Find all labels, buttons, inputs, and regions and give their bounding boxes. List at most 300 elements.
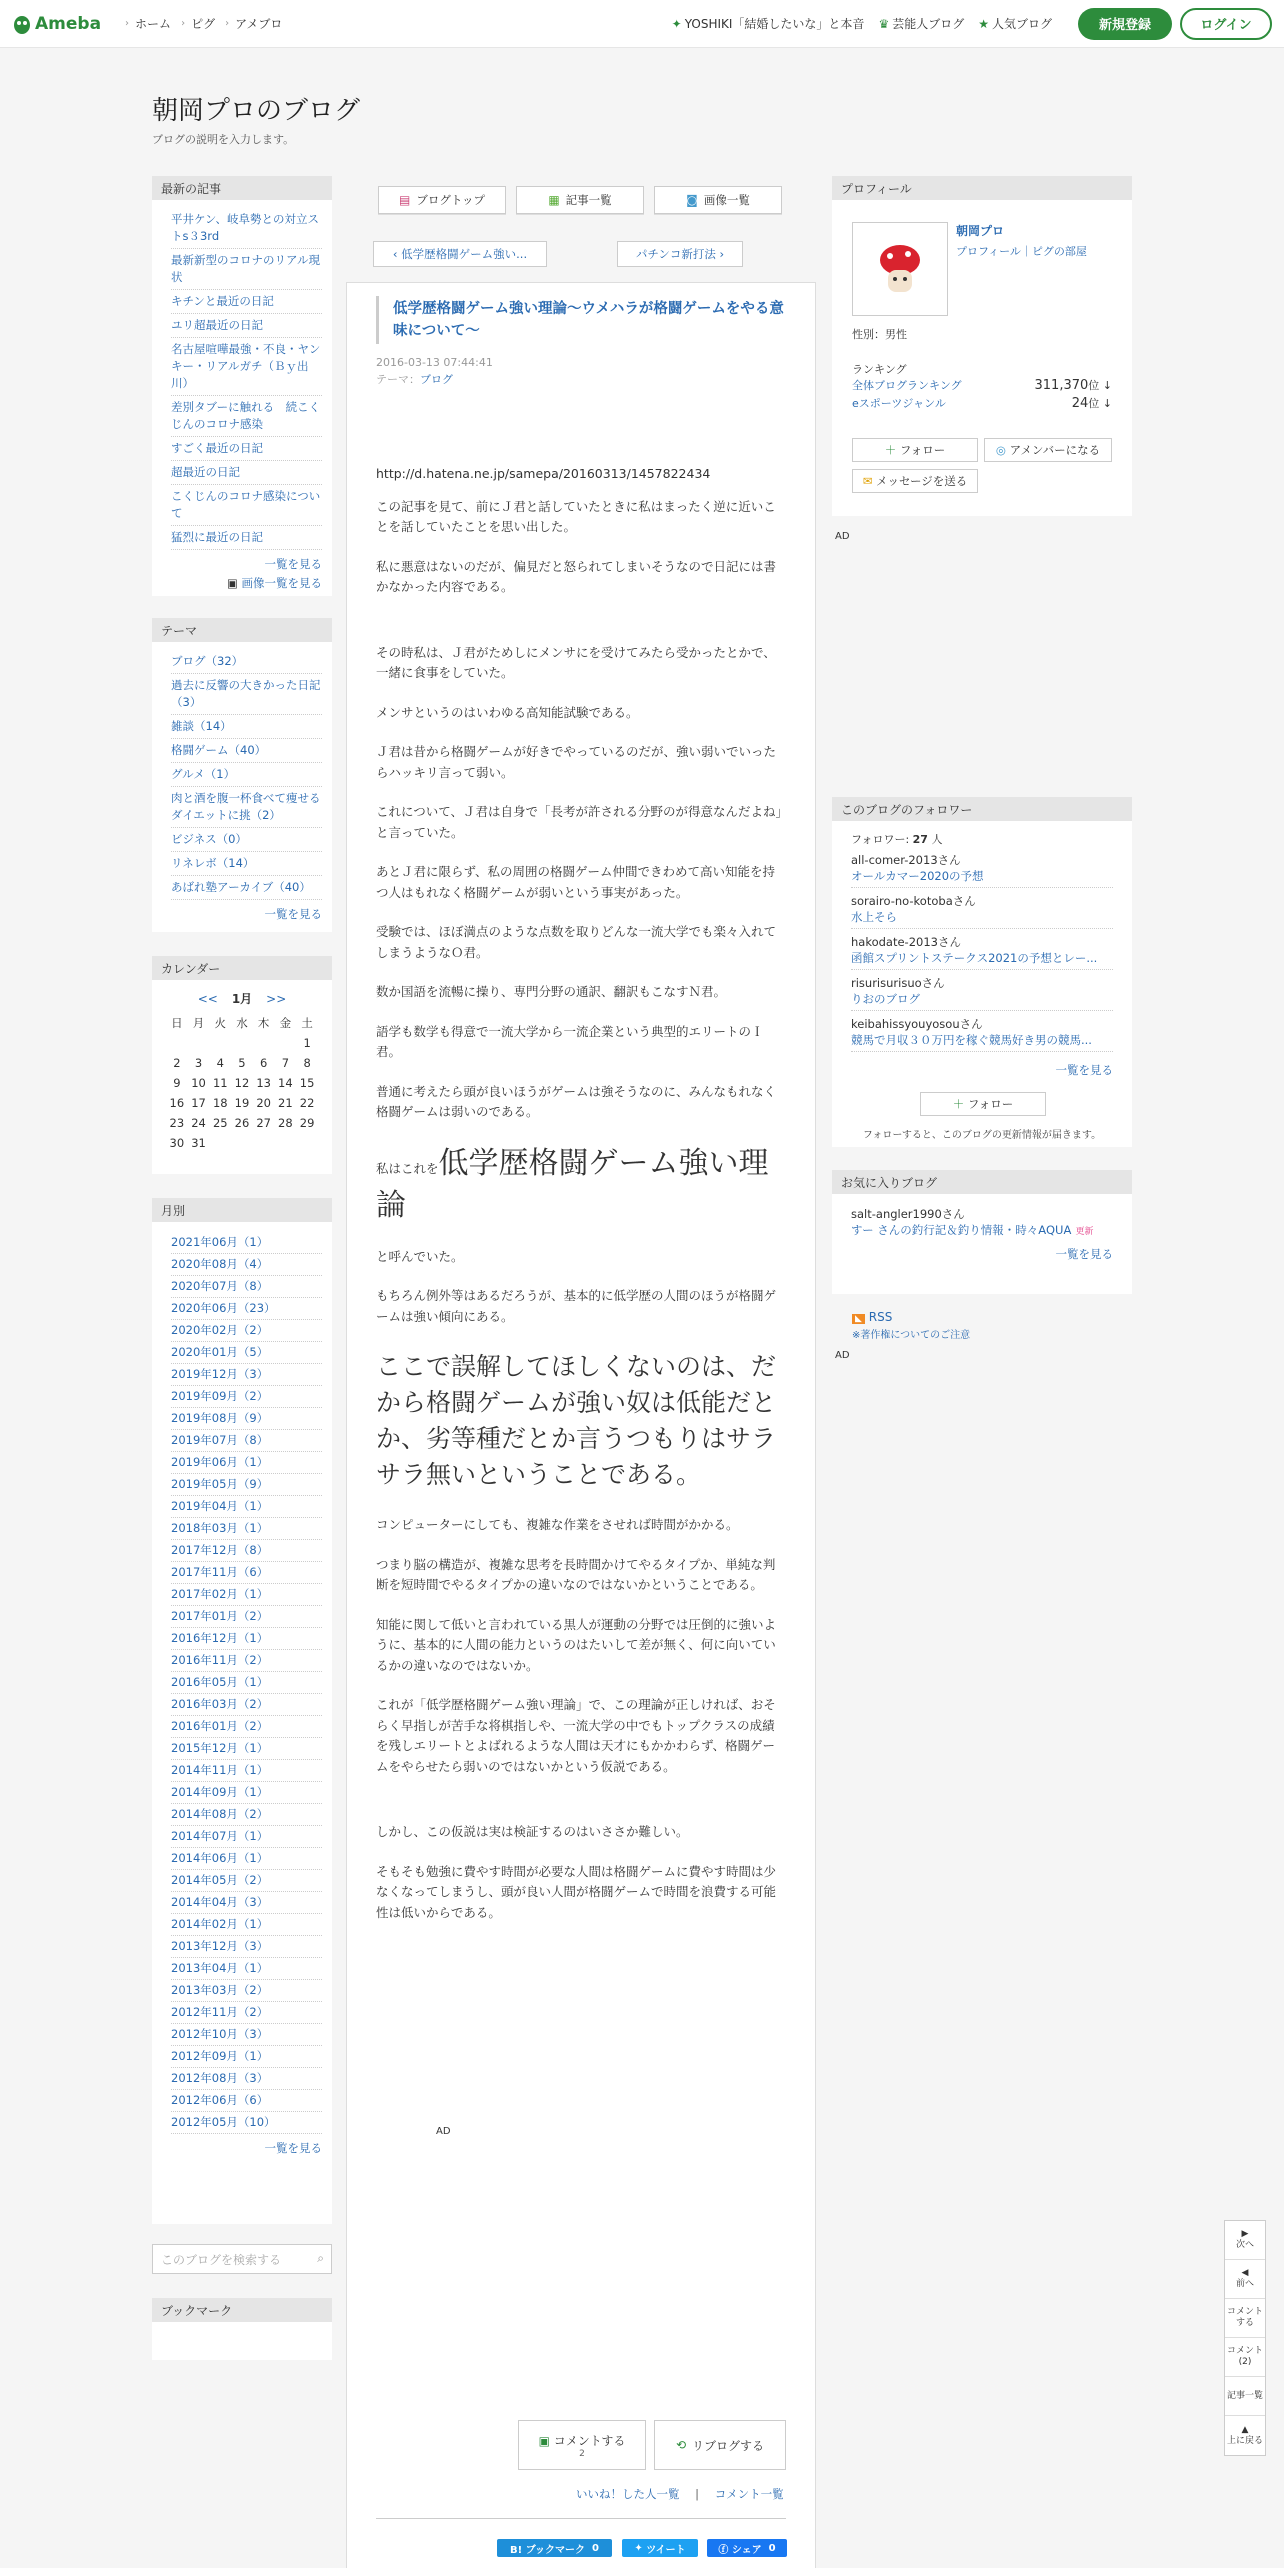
follower-item [851, 934, 1113, 970]
comment-count: 2 [579, 2448, 585, 2459]
weekday: 月 [192, 1016, 205, 1030]
monthly-archive-link[interactable]: 2019年07月（8） [171, 1430, 322, 1452]
article-date: 2016-03-13 07:44:41 [376, 356, 493, 369]
favorites-box [832, 1170, 1132, 1294]
nav-home[interactable] [125, 15, 171, 32]
calendar-day [209, 1033, 231, 1053]
calendar-day: 3 [194, 1056, 203, 1070]
monthly-archive-link[interactable]: 2019年06月（1） [171, 1452, 322, 1474]
members-icon: ◎ [995, 443, 1006, 457]
ameba-logo[interactable] [12, 13, 101, 35]
bookmark-heading: ブックマーク [152, 2298, 332, 2322]
sparkle-icon: ✦ [671, 16, 682, 31]
mushroom-avatar-icon [878, 242, 922, 296]
theme-link[interactable]: あばれ塾アーカイブ（40） [171, 876, 322, 900]
article-paragraph: コンピューターにしても、複雑な作業をさせれば時間がかかる。 [376, 1517, 739, 1532]
favorites-body [832, 1194, 1132, 1272]
ranking-row-overall: 全体ブログランキング 311,370位 ↓ [852, 378, 1112, 393]
monthly-archive-link[interactable]: 2012年09月（1） [171, 2046, 322, 2068]
star-icon: ★ [978, 16, 989, 31]
weekday: 日 [171, 1016, 183, 1030]
weekday: 水 [236, 1016, 248, 1030]
theme-link[interactable]: 格闘ゲーム（40） [171, 739, 322, 763]
nav-pigg[interactable] [181, 15, 215, 32]
recent-articles-heading: 最新の記事 [152, 176, 332, 200]
favorites-more-label: 一覧を見る [1055, 1247, 1113, 1261]
profile-avatar[interactable] [852, 222, 948, 316]
next-article-link[interactable] [617, 241, 743, 267]
follow-blog-button[interactable] [920, 1092, 1046, 1116]
profile-gender: 性別：男性 [852, 328, 907, 341]
monthly-archive-link[interactable]: 2014年08月（2） [171, 1804, 322, 1826]
reblog-button[interactable] [654, 2420, 786, 2470]
calendar-day [253, 1033, 275, 1053]
monthly-archive-link[interactable]: 2021年06月（1） [171, 1232, 322, 1254]
calendar-day [231, 1033, 253, 1053]
facebook-icon: ⓕ [718, 2544, 729, 2556]
theme-link[interactable]: ブログ（32） [171, 650, 322, 674]
monthly-archive-link[interactable]: 2015年12月（1） [171, 1738, 322, 1760]
chevron-right-icon: › [181, 18, 186, 29]
tab-blog-top-label: ブログトップ [416, 193, 485, 207]
fab-top-label: 上に戻る [1226, 2435, 1263, 2446]
calendar-weekday-row [166, 1013, 318, 1033]
theme-link[interactable]: 肉と酒を腹一杯食べて痩せるダイエットに挑（2） [171, 787, 322, 828]
nav-pigg-label: ピグ [191, 17, 216, 31]
recent-articles-box [152, 176, 332, 596]
header-right [658, 8, 1272, 40]
article-theme [376, 371, 493, 388]
fab-comment-count[interactable] [1225, 2338, 1265, 2377]
nav-ameblo-label: アメブロ [235, 17, 283, 31]
article-paragraph: メンサというのはいわゆる高知能試験である。 [376, 704, 639, 720]
calendar-day: 17 [191, 1096, 206, 1110]
fab-comment-count-label: コメント(2) [1226, 2346, 1263, 2367]
monthly-archive-link[interactable]: 2014年11月（1） [171, 1760, 322, 1782]
ad-label: AD [436, 2126, 451, 2137]
search-icon[interactable]: ⌕ [317, 2251, 324, 2265]
monthly-archive-link[interactable]: 2019年08月（9） [171, 1408, 322, 1430]
monthly-archive-link[interactable]: 2012年08月（3） [171, 2068, 322, 2090]
ranking-heading: ランキング [852, 363, 907, 376]
comment-list-link[interactable]: コメント一覧 [714, 2487, 784, 2501]
follower-item [851, 975, 1113, 1011]
follower-user[interactable]: sorairo-no-kotobaさん [851, 894, 976, 908]
article-links [576, 2486, 784, 2502]
ad-label: AD [835, 531, 850, 542]
mail-icon: ✉ [862, 474, 873, 488]
calendar-month: 1月 [231, 992, 253, 1006]
follower-blog-link[interactable]: 競馬で月収３０万円を稼ぐ競馬好き男の競馬... [851, 1033, 1092, 1047]
image-list-label: 画像一覧を見る [241, 576, 322, 590]
monthly-archive-link[interactable]: 2020年07月（8） [171, 1276, 322, 1298]
article-theme-link[interactable]: ブログ [420, 373, 453, 386]
calendar-day [296, 1133, 318, 1153]
theory-lead: 私はこれを [376, 1160, 439, 1176]
calendar-day [188, 1033, 210, 1053]
monthly-archive-link[interactable]: 2012年06月（6） [171, 2090, 322, 2112]
calendar-day [275, 1133, 297, 1153]
monthly-archive-link[interactable]: 2014年04月（3） [171, 1892, 322, 1914]
facebook-count: 0 [768, 2542, 776, 2554]
amember-button[interactable] [984, 438, 1112, 462]
followers-more-label: 一覧を見る [1055, 1063, 1113, 1077]
article-paragraph: 普通に考えたら頭が良いほうがゲームは強そうなのに、みんなもれなく格闘ゲームは弱いのである。 [376, 1083, 777, 1119]
calendar-day: 8 [303, 1056, 311, 1070]
calendar-day [275, 1033, 297, 1053]
monthly-archive-link[interactable]: 2013年04月（1） [171, 1958, 322, 1980]
chevron-right-icon: › [225, 18, 230, 29]
article-list-icon: ▦ [548, 193, 560, 207]
monthly-archive-link[interactable]: 2016年01月（2） [171, 1716, 322, 1738]
monthly-list [152, 1222, 332, 2165]
reblog-icon: ⟲ [675, 2438, 687, 2452]
calendar-day: 31 [191, 1136, 206, 1150]
calendar-day [166, 1033, 188, 1053]
follow-label: フォロー [899, 443, 946, 457]
monthly-archive-link[interactable]: 2012年10月（3） [171, 2024, 322, 2046]
monthly-archive-link[interactable]: 2012年11月（2） [171, 2002, 322, 2024]
blog-tabs [378, 186, 792, 214]
weekday: 金 [279, 1016, 292, 1030]
monthly-archive-link[interactable]: 2016年05月（1） [171, 1672, 322, 1694]
monthly-archive-link[interactable]: 2014年09月（1） [171, 1782, 322, 1804]
recent-article-link[interactable]: 平井ケン、岐阜勢との対立ストs３3rd [171, 208, 322, 249]
calendar-day: 14 [278, 1076, 293, 1090]
fab-article-list[interactable] [1225, 2377, 1265, 2416]
plus-icon: ＋ [952, 1097, 965, 1111]
rank-unit: 位 [1088, 379, 1100, 392]
article-paragraph: この記事を見て、前にＪ君と話していたときに私はまったく逆に近いことを話していたことを思い出した。 [376, 498, 776, 534]
follow-button[interactable] [852, 438, 978, 462]
comment-icon: ▣ [538, 2433, 550, 2448]
search-placeholder: このブログを検索する [161, 2253, 282, 2267]
article-paragraph: その時私は、Ｊ君がためしにメンサにを受けてみたら受かったとかで、一緒に食事をしていた。 [376, 644, 776, 680]
recent-article-link[interactable]: 差別タブーに触れる 続こくじんのコロナ感染 [171, 396, 322, 437]
calendar-day: 15 [299, 1076, 315, 1090]
calendar-week [166, 1033, 318, 1053]
recent-article-link[interactable]: ユリ超最近の日記 [171, 314, 322, 338]
calendar-nav [166, 990, 318, 1007]
calendar-week [166, 1053, 318, 1073]
recent-article-link[interactable]: キチンと最近の日記 [171, 290, 322, 314]
follower-user[interactable]: hakodate-2013さん [851, 935, 961, 949]
follower-count-label: フォロワー: [851, 833, 910, 846]
monthly-archive-link[interactable]: 2017年01月（2） [171, 1606, 322, 1628]
fab-next[interactable] [1225, 2221, 1265, 2260]
monthly-archive-link[interactable]: 2019年05月（9） [171, 1474, 322, 1496]
calendar-day: 7 [281, 1056, 290, 1070]
theme-label: テーマ： [376, 373, 420, 386]
article-meta [376, 354, 493, 388]
profile-name[interactable]: 朝岡プロ [956, 224, 1005, 238]
chevron-right-icon: › [719, 247, 725, 261]
monthly-archive-link[interactable]: 2020年02月（2） [171, 1320, 322, 1342]
monthly-archive-link[interactable]: 2016年03月（2） [171, 1694, 322, 1716]
reblog-button-label: リブログする [692, 2438, 765, 2453]
follower-count-unit: 人 [931, 833, 943, 846]
news-topic-link[interactable] [672, 15, 865, 32]
profile-links[interactable]: プロフィール｜ピグの部屋 [956, 245, 1087, 258]
popular-blog-link[interactable] [978, 15, 1052, 32]
liked-users-link[interactable]: いいね！した人一覧 [576, 2487, 680, 2501]
calendar-day: 9 [173, 1076, 181, 1090]
calendar-day: 5 [238, 1056, 246, 1070]
favorite-blog-link[interactable]: すー さんの釣行記＆釣り情報・時々AQUA [851, 1223, 1072, 1237]
follower-user[interactable]: risurisurisuoさん [851, 976, 945, 990]
calendar-prev-button[interactable]: << [197, 992, 218, 1006]
nav-ameblo[interactable] [225, 15, 282, 32]
theme-link[interactable]: 過去に反響の大きかった日記（3） [171, 674, 322, 715]
calendar-heading: カレンダー [152, 956, 332, 980]
article-emphasis: ここで誤解してほしくないのは、だから格闘ゲームが強い奴は低能だとか、劣等種だとか言うつもりはサラサラ無いということである。 [376, 1352, 777, 1489]
tweet-label: ツイート [646, 2544, 686, 2556]
signup-button[interactable]: 新規登録 [1078, 8, 1172, 40]
tab-article-list[interactable] [516, 186, 644, 214]
monthly-archive-link[interactable]: 2012年05月（10） [171, 2112, 322, 2134]
crown-icon: ♛ [878, 16, 890, 31]
celebrity-blog-label: 芸能人ブログ [892, 17, 965, 31]
profile-info [956, 222, 1087, 259]
article-paragraph: もちろん例外等はあるだろうが、基本的に低学歴の人間のほうが格闘ゲームは強い傾向にある。 [376, 1288, 777, 1324]
article-paragraph: 数か国語を流暢に操り、専門分野の通訳、翻訳もこなすＮ君。 [376, 984, 727, 999]
follower-item [851, 852, 1113, 888]
calendar-body [152, 980, 332, 1163]
celebrity-blog-link[interactable] [878, 15, 964, 32]
tab-image-list[interactable] [654, 186, 782, 214]
monthly-archive-link[interactable]: 2014年02月（1） [171, 1914, 322, 1936]
calendar-day [253, 1133, 275, 1153]
followers-more-link[interactable] [851, 1062, 1113, 1078]
recent-articles-list [152, 200, 332, 600]
monthly-archive-link[interactable]: 2020年08月（4） [171, 1254, 322, 1276]
chevron-left-icon: ‹ [392, 247, 398, 261]
monthly-archive-link[interactable]: 2017年02月（1） [171, 1584, 322, 1606]
monthly-archive-link[interactable]: 2019年09月（2） [171, 1386, 322, 1408]
followers-heading: このブログのフォロワー [832, 797, 1132, 821]
weekday: 木 [257, 1016, 270, 1030]
monthly-archive-link[interactable]: 2014年05月（2） [171, 1870, 322, 1892]
theme-link[interactable]: グルメ（1） [171, 763, 322, 787]
fab-prev[interactable] [1225, 2260, 1265, 2299]
follower-blog-link[interactable]: オールカマー2020の予想 [851, 869, 984, 883]
blog-description: ブログの説明を入力します。 [152, 133, 295, 146]
follower-blog-link[interactable]: 水上そら [851, 910, 897, 924]
tab-image-list-label: 画像一覧 [703, 193, 750, 207]
rank-unit: 位 [1088, 397, 1100, 410]
article-paragraph: これについて、Ｊ君は自身で「長考が許される分野のが得意なんだよね」と言っていた。 [376, 804, 782, 840]
comment-button-row [539, 2432, 626, 2449]
tweet-button[interactable] [622, 2539, 698, 2557]
global-header [0, 0, 1284, 48]
recent-article-link[interactable]: 最新新型のコロナのリアル現状 [171, 249, 322, 290]
popular-blog-label: 人気ブログ [991, 17, 1052, 31]
calendar-box [152, 956, 332, 1174]
theme-link[interactable]: ビジネス（0） [171, 828, 322, 852]
monthly-archive-link[interactable]: 2020年06月（23） [171, 1298, 322, 1320]
fab-prev-label: 前へ [1235, 2279, 1254, 2289]
follower-user[interactable]: keibahissyouyosouさん [851, 1017, 983, 1031]
blog-search-input[interactable] [152, 2244, 332, 2274]
send-message-button[interactable] [852, 469, 978, 493]
calendar-next-button[interactable]: >> [266, 992, 287, 1006]
monthly-archive-box [152, 1198, 332, 2224]
copyright-note-link[interactable]: ※著作権についてのご注意 [852, 1330, 971, 1341]
rss-label: RSS [868, 1310, 893, 1324]
article-paragraph [376, 1143, 784, 1227]
calendar-grid [166, 1013, 318, 1153]
calendar-day: 26 [234, 1116, 250, 1130]
theme-more-label: 一覧を見る [264, 907, 322, 921]
calendar-day: 20 [256, 1096, 271, 1110]
monthly-archive-link[interactable]: 2016年11月（2） [171, 1650, 322, 1672]
hatena-bookmark-button[interactable] [497, 2539, 612, 2557]
favorite-user[interactable]: salt-angler1990さん [851, 1207, 965, 1221]
genre-ranking-link[interactable]: eスポーツジャンル [852, 397, 946, 410]
comment-button[interactable] [518, 2420, 646, 2470]
calendar-day: 27 [256, 1116, 271, 1130]
calendar-day: 25 [212, 1116, 228, 1130]
calendar-day: 18 [212, 1096, 228, 1110]
genre-rank-value: 24 [1071, 396, 1089, 411]
plus-icon: ＋ [884, 443, 897, 457]
play-left-icon: ◀ [1241, 2268, 1249, 2278]
monthly-more-link[interactable] [171, 2140, 322, 2157]
rss-block [852, 1310, 970, 1341]
ad-label: AD [835, 1350, 850, 1361]
calendar-day [231, 1133, 253, 1153]
theme-link[interactable]: リネレボ（14） [171, 852, 322, 876]
calendar-week [166, 1073, 318, 1093]
monthly-archive-link[interactable]: 2017年12月（8） [171, 1540, 322, 1562]
calendar-day: 4 [216, 1056, 224, 1070]
monthly-archive-link[interactable]: 2020年01月（5） [171, 1342, 322, 1364]
favorites-heading: お気に入りブログ [832, 1170, 1132, 1194]
fab-next-label: 次へ [1235, 2240, 1254, 2250]
camera-icon: ◙ [686, 193, 698, 207]
theme-box [152, 618, 332, 932]
recent-article-link[interactable]: 猛烈に最近の日記 [171, 526, 322, 550]
prev-article-link[interactable] [373, 241, 547, 267]
prev-article-label: 低学歴格闘ゲーム強い... [401, 247, 528, 261]
recent-article-link[interactable]: すごく最近の日記 [171, 437, 322, 461]
floating-nav [1224, 2220, 1266, 2456]
article-paragraph: 受験では、ほぼ満点のような点数を取りどんな一流大学でも楽々入れてしまうようなＯ君。 [376, 924, 777, 960]
monthly-archive-link[interactable]: 2019年12月（3） [171, 1364, 322, 1386]
rss-icon: ◣ [852, 1314, 865, 1324]
follower-count-value: 27 [912, 833, 928, 846]
calendar-day: 13 [256, 1076, 271, 1090]
followers-body [832, 821, 1132, 1088]
calendar-week [166, 1093, 318, 1113]
monthly-archive-link[interactable]: 2016年12月（1） [171, 1628, 322, 1650]
monthly-more-label: 一覧を見る [264, 2141, 322, 2155]
tab-blog-top[interactable] [378, 186, 506, 214]
ameba-mascot-icon [12, 13, 32, 35]
monthly-archive-link[interactable]: 2018年03月（1） [171, 1518, 322, 1540]
monthly-archive-link[interactable]: 2017年11月（6） [171, 1562, 322, 1584]
calendar-day: 12 [234, 1076, 250, 1090]
follower-user[interactable]: all-comer-2013さん [851, 853, 961, 867]
profile-heading: プロフィール [832, 176, 1132, 200]
next-article-label: パチンコ新打法 [635, 247, 716, 261]
article-paragraph: そもそも勉強に費やす時間が必要な人間は格闘ゲームに費やす時間は少なくなってしまうし、頭が良い人間が格闘ゲームで時間を浪費する可能性は低いからである。 [376, 1863, 777, 1920]
facebook-share-button[interactable] [707, 2539, 787, 2557]
recent-more-label: 一覧を見る [264, 557, 322, 571]
link-separator: | [695, 2487, 700, 2501]
recent-more-link[interactable] [171, 556, 322, 573]
play-right-icon: ▶ [1241, 2229, 1249, 2239]
calendar-day: 21 [278, 1096, 293, 1110]
theme-link[interactable]: 雑談（14） [171, 715, 322, 739]
follower-count [851, 831, 1113, 847]
recent-article-link[interactable]: 名古屋喧嘩最強・不良・ヤンキー・リアルガチ（Ｂｙ出川） [171, 338, 322, 396]
weekday: 火 [214, 1016, 226, 1030]
fab-top[interactable] [1225, 2416, 1265, 2455]
calendar-day: 2 [173, 1056, 181, 1070]
follower-blog-link[interactable]: りおのブログ [851, 992, 920, 1006]
rss-link[interactable] [852, 1310, 970, 1324]
send-message-label: メッセージを送る [875, 474, 968, 488]
article-body [376, 464, 784, 1923]
favorite-blog-row [851, 1222, 1113, 1238]
theme-heading: テーマ [152, 618, 332, 642]
fab-comment[interactable] [1225, 2299, 1265, 2338]
monthly-archive-link[interactable]: 2013年03月（2） [171, 1980, 322, 2002]
calendar-day: 23 [169, 1116, 185, 1130]
facebook-label: シェア [731, 2544, 762, 2556]
monthly-archive-link[interactable]: 2013年12月（3） [171, 1936, 322, 1958]
monthly-archive-link[interactable]: 2019年04月（1） [171, 1496, 322, 1518]
overall-ranking-link[interactable]: 全体ブログランキング [852, 379, 962, 392]
twitter-icon: ✦ [634, 2542, 643, 2554]
calendar-day: 1 [303, 1036, 311, 1050]
recent-article-link[interactable]: 超最近の日記 [171, 461, 322, 485]
source-url[interactable]: http://d.hatena.ne.jp/samepa/20160313/1457822434 [376, 466, 711, 481]
login-button[interactable]: ログイン [1180, 8, 1272, 40]
follow-note: フォローすると、このブログの更新情報が届きます。 [862, 1130, 1102, 1141]
triangle-up-icon: ▲ [1241, 2424, 1249, 2435]
article-paragraph: 私に悪意はないのだが、偏見だと怒られてしまいそうなので日記には書かなかった内容である。 [376, 558, 777, 594]
monthly-archive-link[interactable]: 2014年06月（1） [171, 1848, 322, 1870]
article-paragraph: と呼んでいた。 [376, 1248, 464, 1264]
theory-name-large: 低学歴格闘ゲーム強い理論 [376, 1145, 769, 1223]
image-icon: ▣ [226, 576, 238, 590]
share-divider [376, 2518, 786, 2519]
image-list-link[interactable] [171, 575, 322, 592]
calendar-day: 10 [191, 1076, 206, 1090]
article-paragraph: しかし、この仮説は実は検証するのはいささか難しい。 [376, 1824, 689, 1839]
calendar-day [209, 1133, 231, 1153]
follower-blog-link[interactable]: 函館スプリントステークス2021の予想とレー... [851, 951, 1098, 965]
hatena-count: 0 [591, 2542, 599, 2554]
calendar-day: 22 [299, 1096, 315, 1110]
calendar-week [166, 1113, 318, 1133]
follower-item [851, 893, 1113, 929]
recent-article-link[interactable]: こくじんのコロナ感染について [171, 485, 322, 526]
monthly-archive-link[interactable]: 2014年07月（1） [171, 1826, 322, 1848]
article-title[interactable]: 低学歴格闘ゲーム強い理論～ウメハラが格闘ゲームをやる意味について～ [376, 296, 784, 344]
article-paragraph: 語学も数学も得意で一流大学から一流企業という典型的エリートのＩ君。 [376, 1023, 764, 1059]
article-paragraph: 知能に関して低いと言われている黒人が運動の分野では圧倒的に強いように、基本的に人間の能力というのはたいして差が無く、何に向いているかの違いなのではないか。 [376, 1616, 777, 1673]
theme-more-link[interactable] [171, 906, 322, 923]
article-paragraph: つまり脳の構造が、複雑な思考を長時間かけてやるタイプか、単純な判断を短時間でやるタイプかの違いなのではないかということである。 [376, 1556, 776, 1592]
calendar-day: 24 [191, 1116, 206, 1130]
blog-title[interactable]: 朝岡プロのブログ [152, 96, 361, 126]
favorites-more-link[interactable] [851, 1246, 1113, 1262]
calendar-day: 29 [299, 1116, 315, 1130]
fab-article-list-label: 記事一覧 [1226, 2390, 1263, 2401]
